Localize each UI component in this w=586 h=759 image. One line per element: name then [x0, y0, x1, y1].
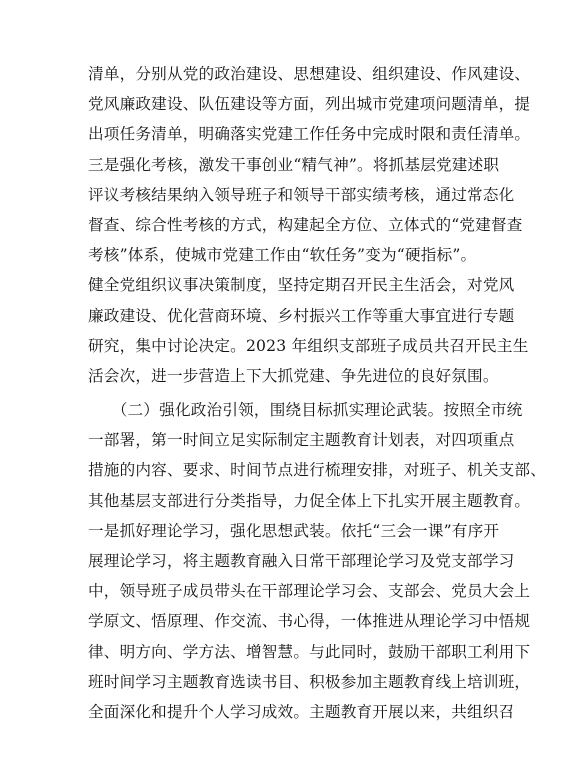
- text-line: 班时间学习主题教育选读书目、积极参加主题教育线上培训班，: [88, 672, 531, 691]
- text-line: 党风廉政建设、队伍建设等方面，列出城市党建项问题清单，提: [88, 95, 531, 114]
- text-line: 律、明方向、学方法、增智慧。与此同时，鼓励干部职工利用下: [88, 642, 531, 661]
- text-line: 一是抓好理论学习，强化思想武装。依托“三会一课”有序开: [88, 521, 500, 540]
- text-line: 廉政建设、优化营商环境、乡村振兴工作等重大事宜进行专题: [88, 306, 515, 325]
- text-line: 展理论学习，将主题教育融入日常干部理论学习及党支部学习: [88, 552, 515, 570]
- text-line: 出项任务清单，明确落实党建工作任务中完成时限和责任清单。: [88, 125, 531, 144]
- text-line: 一部署，第一时间立足实际制定主题教育计划表，对四项重点: [88, 431, 515, 450]
- text-line: 全面深化和提升个人学习成效。主题教育开展以来，共组织召: [88, 702, 515, 721]
- text-line: 学原文、悟原理、作交流、书心得，一体推进从理论学习中悟规: [88, 612, 531, 631]
- text-line: 其他基层支部进行分类指导，力促全体上下扎实开展主题教育。: [88, 491, 531, 510]
- paragraph-1: [88, 59, 531, 391]
- text-line: 研究，集中讨论决定。2023 年组织支部班子成员共召开民主生: [88, 336, 529, 355]
- text-line: 考核”体系，使城市党建工作由“软任务”变为“硬指标”。: [88, 246, 477, 265]
- document-body: [88, 59, 547, 727]
- text-line: 清单，分别从党的政治建设、思想建设、组织建设、作风建设、: [88, 65, 531, 83]
- text-line: 三是强化考核，激发干事创业“精气神”。将抓基层党建述职: [88, 155, 500, 174]
- text-line: 中，领导班子成员带头在干部理论学习会、支部会、党员大会上: [88, 582, 531, 601]
- text-line: 活会次，进一步营造上下大抓党建、争先进位的良好氛围。: [88, 366, 499, 385]
- text-line: 措施的内容、要求、时间节点进行梳理安排，对班子、机关支部、: [88, 461, 547, 480]
- text-line: （二）强化政治引领，围绕目标抓实理论武装。按照全市统: [88, 401, 523, 420]
- text-line: 评议考核结果纳入领导班子和领导干部实绩考核，通过常态化: [88, 185, 515, 204]
- paragraph-2: [88, 395, 547, 727]
- text-line: 督查、综合性考核的方式，构建起全方位、立体式的“党建督查: [88, 215, 523, 234]
- text-line: 健全党组织议事决策制度，坚持定期召开民主生活会，对党风: [88, 276, 515, 295]
